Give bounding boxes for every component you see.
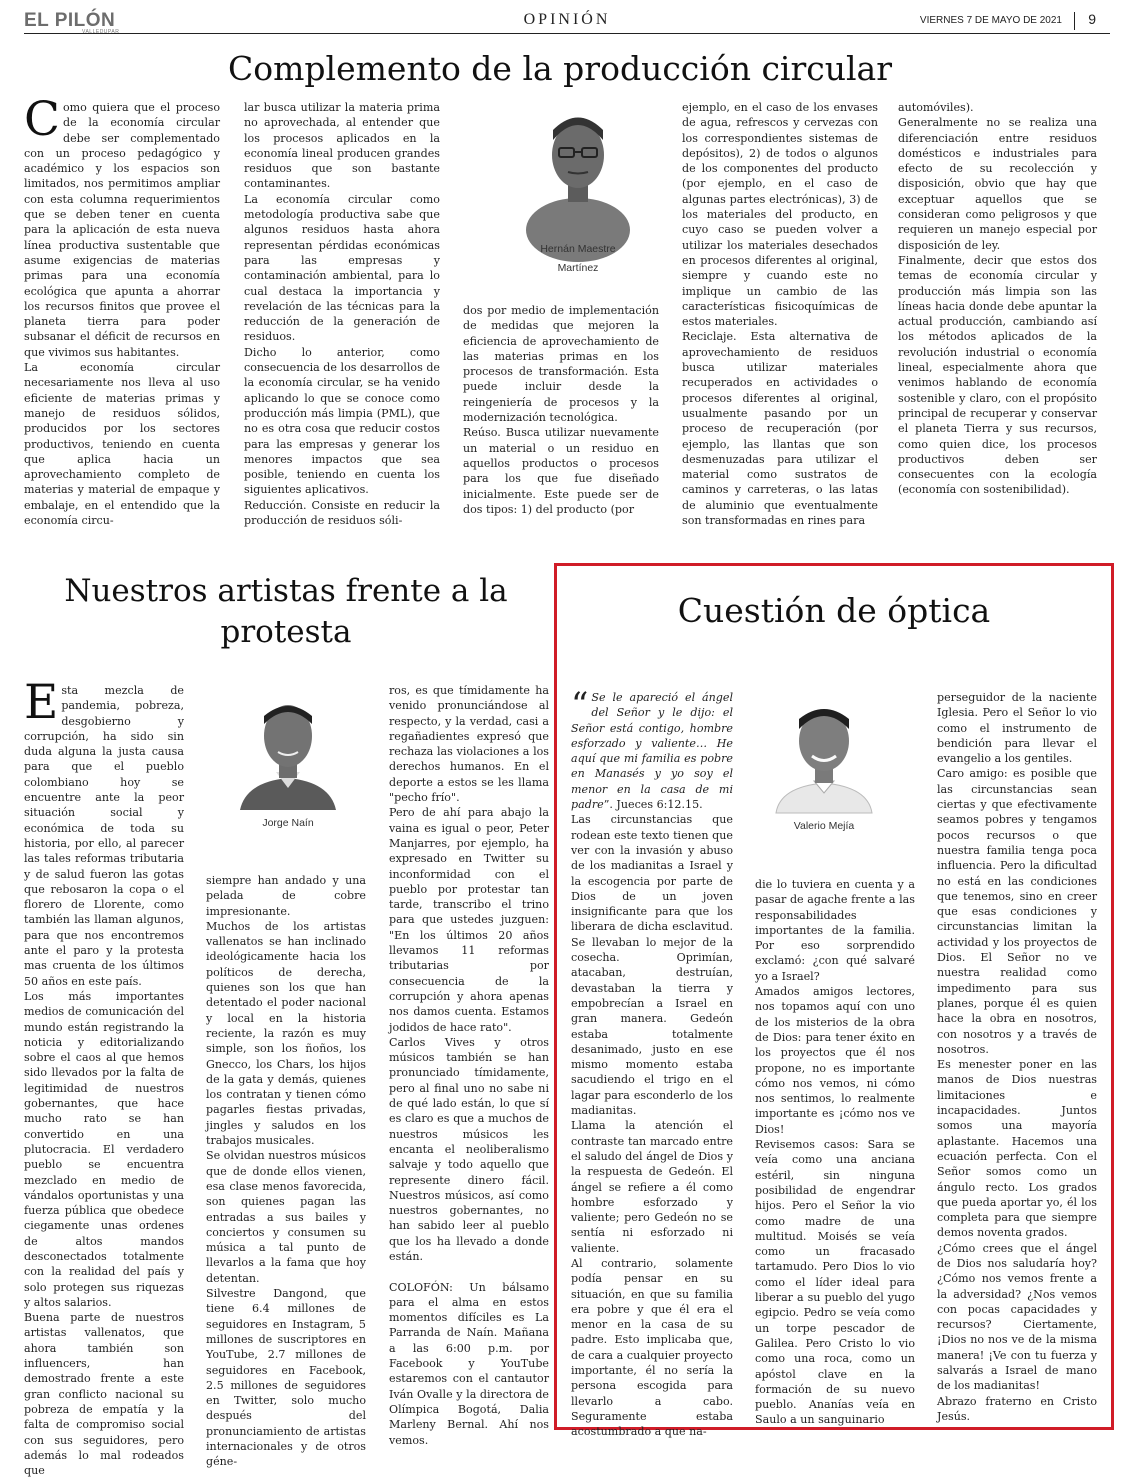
article1-drop-cap: C: [24, 92, 60, 147]
article3-quote-reference: . Jueces 6:12.15.: [609, 798, 703, 812]
newspaper-logo: EL PILÓN: [24, 10, 116, 31]
article1-author-photo: [520, 100, 636, 278]
article2-col1-text: sta mezcla de pandemia, pobreza, desgobierno y corrupción, ha sido sin duda alguna la justa causa para que el pueblo colombiano hoy se encuentre ante la peor situación social y económica de toda su historia, por ello, al parecer las tales reformas tributaria y de salud fueron las gotas que rebosaron la copa o el florero de Llorente, como también las llaman algunos, para que nos encontremos ante el paro y la protesta mas cruenta de los últimos 50 años en este país. Los más importantes medios de comunicación del mundo están registrando la noticia y editorializando sobre el caos al que hemos sido llevados por la falta de legitimidad de nuestros gobernantes, que hace mucho rato se han convertido en una plutocracia. El verdadero pueblo se encuentra mezclado en medio de vándalos oportunistas y una fuerza pública que obedece ciegamente unas ordenes de altos mandos desconectados totalmente con la realidad del país y solo protegen sus riquezas y altos salarios. Buena parte de nuestros artistas vallenatos, que ahora también son influencers, han demostrado frente a este gran conflicto nacional su pobreza de empatía y la falta de compromiso social con sus seguidores, pero además lo mal rodeados que: [24, 684, 184, 1478]
article3-author-name: Valerio Mejía: [793, 820, 855, 832]
masthead: [24, 12, 1110, 34]
article1-col5-text: automóviles). Generalmente no se realiza una diferenciación entre residuos domésticos e industriales para efecto de su recolección y disposición, obvio que hay que exceptuar aquellos que se consideran como peligrosos y que requieren un manejo especial por disposición de ley. Finalmente, decir que estos dos temas de economía circular y producción más limpia son las líneas hacia donde debe apuntar la actual producción, cambiando así los métodos aplicados de la revolución industrial o economía lineal, especialmente ahora que venimos hablando de economía sostenible y claro, con el propósito principal de recuperar y conservar el planeta Tierra y sus recursos, como quien dice, los procesos productivos deben ser consecuentes con la ecología (economía con sostenibilidad).: [898, 101, 1097, 497]
article2-title-line1: Nuestros artistas frente a la: [64, 573, 508, 609]
article2-title: [24, 571, 548, 653]
article2-column-1: [24, 675, 184, 1478]
article3-title: Cuestión de óptica: [677, 591, 991, 630]
article1-column-1: [24, 92, 220, 528]
article2-author-photo: [232, 686, 344, 833]
article1-col1-text: omo quiera que el proceso de la economía circular debe ser complementado con un proceso pedagógico y académico y los espacios son limitados, nos permitimos ampliar con esta columna requerimientos que se deben tener en cuenta para la aplicación de esta nueva línea productiva sustentable que asume exigencias de materias primas para una economía ecológica que apunta a ahorrar los recursos finitos que provee el planeta tierra para poder subsanar el déficit de recursos en que vivimos sus habitantes. La economía circular necesariamente nos lleva al uso eficiente de materias primas y manejo de residuos sólidos, producidos por los sectores productivos, teniendo en cuenta que aplica hacia un aprovechamiento completo de materias y material de empaque y embalaje, en el entendido que la economía circu-: [24, 101, 220, 528]
article1-col2-text: lar busca utilizar la materia prima no aprovechada, al entender que los procesos aplicados en la economía lineal producen grandes residuos que son bastante contaminantes. La economía circular como metodología productiva sabe que algunos residuos hasta ahora representan pérdidas económicas para las empresas y contaminación ambiental, para lo cual destaca la importancia y revelación de las técnicas para la reducción de la generación de residuos. Dicho lo anterior, como consecuencia de los desarrollos de la economía circular, se ha venido aplicando lo que se conoce como producción más limpia (PML), que no es otra cosa que reducir costos para las empresas y generar los menores impactos que sea posible, teniendo en cuenta los siguientes aplicativos. Reducción. Consiste en reducir la producción de residuos sóli-: [244, 101, 440, 528]
article2-column-2: [206, 873, 366, 1469]
article1-col3-text: dos por medio de implementación de medidas que mejoren la eficiencia de aprovechamiento de las materias primas en los procesos de transformación. Esta puede incluir desde la reingeniería de procesos y la modernización tecnológica. Reúso. Busca utilizar nuevamente un material o un residuo en aquellos productos o procesos para los que fue diseñado inicialmente. Este puede ser de dos tipos: 1) del producto (por: [463, 304, 659, 516]
author-name-line1: Hernán Maestre: [540, 243, 616, 255]
article2-column-3: [389, 683, 549, 1447]
article1-column-2: [244, 100, 440, 528]
article3-column-3: [937, 690, 1097, 1423]
article1-column-3: [463, 303, 659, 521]
author-photo-icon: [236, 686, 340, 810]
article2-drop-cap: E: [24, 675, 59, 730]
article1-title: Complemento de la producción circular: [228, 49, 892, 88]
article2-author-name: Jorge Naín: [262, 817, 314, 829]
author-photo-icon: [523, 100, 633, 228]
article3-quote-block: “ Se le apareció el ángel del Señor y le dijo: el Señor está contigo, hombre esforzado y valiente… He aquí que mi familia es pobre en Manasés y yo soy el menor en la casa de mi padre”. Jueces 6:12.15.: [571, 685, 733, 812]
article3-author-photo: [768, 693, 880, 836]
logo-subtitle: VALLEDUPAR: [82, 29, 120, 35]
article3-col2-text: die lo tuviera en cuenta y a pasar de agache frente a las responsabilidades importantes de la familia. Por eso sorprendido exclamó: ¿con qué salvaré yo a Israel? Amados amigos lectores, nos topamos aquí con uno de los misterios de la obra de Dios: para tener éxito en los proyectos que él nos propone, no es importante cómo nos vemos, ni cómo nos sentimos, lo realmente importante es ¡cómo nos ve Dios! Revisemos casos: Sara se veía como una anciana estéril, sin ninguna posibilidad de engendrar hijos. Pero el Señor la vio como madre de una multitud. Moisés se veía como un fracasado tartamudo. Pero Dios lo vio como el líder ideal para liberar a su pueblo del yugo egipcio. Pedro se veía como un torpe pescador de Galilea. Pero Cristo lo vio como una roca, como un apóstol clave en la formación de su nuevo pueblo. Ananías veía en Saulo a un sanguinario: [755, 878, 915, 1427]
section-title: OPINIÓN: [523, 11, 611, 28]
header-divider: [1074, 12, 1075, 30]
article3-column-1: [571, 685, 733, 1439]
article1-column-4: [682, 100, 878, 528]
article3-quote: Se le apareció el ángel del Señor y le dijo: el Señor está contigo, hombre esforzado y valiente… He aquí que mi familia es pobre en Manasés y yo soy el menor en la casa de mi padre: [571, 691, 733, 812]
article3-column-2: [755, 877, 915, 1427]
article2-col2-text: siempre han andado y una pelada de cobre impresionante. Muchos de los artistas vallenatos se han inclinado ideológicamente hacia los políticos de derecha, quienes son los que han detentado el poder nacional y local en la historia reciente, la razón es muy simple, son los ñoños, los Gnecco, los Chars, los hijos de la gata y demás, quienes los contratan y tienen cómo pagarles fiestas privadas, jingles y saludos en los trabajos musicales. Se olvidan nuestros músicos que de donde ellos vienen, esa clase menos favorecida, son quienes pagan las entradas a sus bailes y conciertos y consumen su música a tal punto de llevarlos a la fama que hoy detentan. Silvestre Dangond, que tiene 6.4 millones de seguidores en Instagram, 5 millones de suscriptores en YouTube, 2.7 millones de seguidores en Facebook, 2.5 millones de seguidores en Twitter, solo mucho después del pronunciamiento de artistas internacionales y de otros géne-: [206, 874, 366, 1469]
article3-col1-text: Las circunstancias que rodean este texto tienen que ver con la invasión y abuso de los madianitas a Israel y la escogencia por parte de Dios de un joven insignificante para que los liberara de dicha esclavitud. Se llevaban lo mejor de la cosecha. Oprimían, atacaban, destruían, devastaban la tierra y empobrecían a Israel en gran manera. Gedeón estaba totalmente desanimado, justo en ese mismo momento estaba sacudiendo el trigo en el lagar para esconderlo de los madianitas. Llama la atención el contraste tan marcado entre el saludo del ángel de Dios y la respuesta de Gedeón. El ángel se refiere a él como hombre esforzado y valiente; pero Gedeón no se sentía ni esforzado ni valiente. Al contrario, solamente podía pensar en su situación, en que su familia era pobre y que él era el menor en la casa de su padre. Esto implicaba que, de cara a cualquier proyecto importante, él no sería la persona escogida para llevarlo a cabo. Seguramente estaba acostumbrado a que na-: [571, 813, 733, 1439]
article3-col3-text: perseguidor de la naciente Iglesia. Pero el Señor lo vio como el instrumento de bendición para llevar el evangelio a los gentiles. Caro amigo: es posible que las circunstancias sean ciertas y que efectivamente seamos pobres y tengamos pocos recursos o que nuestra familia tenga poca influencia. Pero la dificultad no está en las condiciones que tenemos, sino en creer que esas condiciones y circunstancias limitan la actividad y los proyectos de Dios. El Señor no ve nuestra realidad como impedimento para sus planes, porque él es quien hace la obra en nosotros, con nosotros y a través de nosotros. Es menester poner en las manos de Dios nuestras limitaciones e incapacidades. Juntos somos una mayoría aplastante. Hacemos una ecuación perfecta. Con el Señor somos como un ángulo recto. Los grados que pueda aportar yo, él los completa para que siempre demos noventa grados. ¿Cómo crees que el ángel de Dios nos saludaría hoy? ¿Cómo nos vemos frente a la adversidad? ¿Nos vemos con pocas capacidades y recursos? Ciertamente, ¡Dios no nos ve de la misma manera! ¡Ve con tu fuerza y salvarás a Israel de mano de los madianitas! Abrazo fraterno en Cristo Jesús.: [937, 691, 1097, 1423]
page-number: 9: [1088, 11, 1096, 27]
quote-mark-icon: “: [571, 685, 589, 725]
article2-col3-text: ros, es que tímidamente ha venido pronunciándose al respecto, y la verdad, casi a regañadientes expresó que rechaza las violaciones a los derechos humanos. En el deporte a estos se les llama "pecho frío". Pero de ahí para abajo la vaina es igual o peor, Peter Manjarres, por ejemplo, ha expresado en Twitter su inconformidad con el pueblo por protestar tan tarde, transcribo el trino para que ustedes juzguen: "En los últimos 20 años llevamos 11 reformas tributarias por consecuencia de la corrupción y ahora apenas nos damos cuenta. Estamos jodidos de hace rato". Carlos Vives y otros músicos también se han pronunciado tímidamente, pero al final uno no sabe ni de qué lado están, lo que sí es claro es que a muchos de nuestros músicos les encanta el neoliberalismo salvaje y todo aquello que represente dinero fácil. Nuestros músicos, así como nuestros gobernantes, no han sabido leer al pueblo que los ha llevado a donde están. COLOFÓN: Un bálsamo para el alma en estos momentos difíciles es La Parranda de Naín. Mañana a las 6:00 p.m. por Facebook y YouTube estaremos con el cantautor Iván Ovalle y la directora de Olímpica Bogotá, Dalia Marleny Bernal. Ahí nos vemos.: [389, 684, 549, 1447]
author-photo-icon: [772, 693, 876, 813]
author-name-line2: Martínez: [557, 262, 599, 274]
article1-column-5: [898, 100, 1097, 520]
article2-title-line2: protesta: [220, 614, 352, 650]
issue-date: VIERNES 7 DE MAYO DE 2021: [919, 15, 1062, 26]
article1-col4-text: ejemplo, en el caso de los envases de agua, refrescos y cervezas con los correspondientes sistemas de depósitos), 2) de todos o algunos de los componentes del producto (por ejemplo, en el caso de algunas partes electrónicas), 3) de los materiales del producto, en cuyo caso se pueden volver a utilizar los materiales desechados en procesos diferentes al original, siempre y cuando este no implique un cambio de las características fisicoquímicas de estos materiales. Reciclaje. Esta alternativa de aprovechamiento de residuos busca utilizar materiales recuperados en actividades o procesos diferentes al original, usualmente pasando por un proceso de recuperación (por ejemplo, las llantas que son desmenuzadas para utilizar el material como sustratos de caminos y carreteras, o las latas de aluminio que eventualmente son transformadas en rines para: [682, 101, 878, 528]
